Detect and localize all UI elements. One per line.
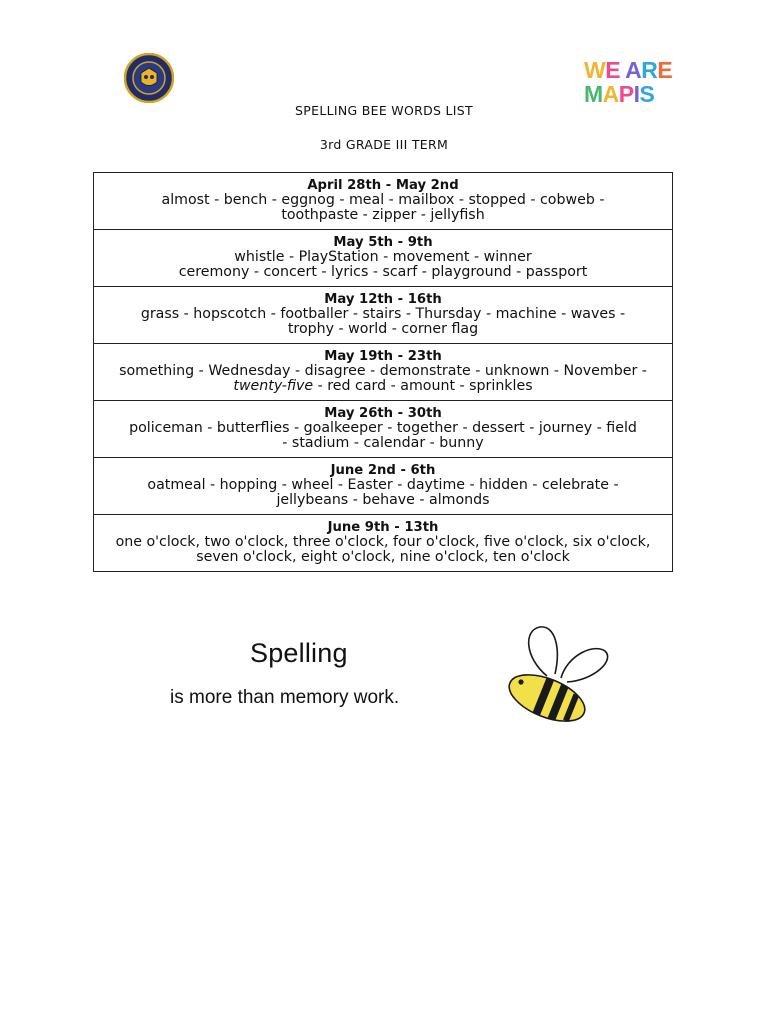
- table-row: [94, 287, 673, 344]
- week-cell: [94, 344, 673, 401]
- week-date: May 26th - 30th: [324, 406, 442, 421]
- brand-logo-letter: P: [618, 81, 634, 107]
- brand-logo-letter: R: [641, 57, 658, 83]
- week-cell: [94, 230, 673, 287]
- school-crest-icon: [124, 53, 174, 103]
- word-list-line: toothpaste - zipper - jellyfish: [281, 207, 485, 223]
- word-list-line: seven o'clock, eight o'clock, nine o'clock, ten o'clock: [196, 549, 570, 565]
- slogan-heading: Spelling: [250, 638, 348, 668]
- word-list-line: almost - bench - eggnog - meal - mailbox - stopped - cobweb -: [161, 192, 605, 208]
- word-list-line: jellybeans - behave - almonds: [276, 492, 490, 508]
- word-list-line: trophy - world - corner flag: [287, 321, 479, 337]
- word-list-line: ceremony - concert - lyrics - scarf - playground - passport: [178, 264, 588, 280]
- week-date: May 12th - 16th: [324, 292, 442, 307]
- brand-logo-letter: A: [625, 57, 642, 83]
- table-row: [94, 515, 673, 572]
- brand-logo-letter: S: [639, 81, 655, 107]
- brand-logo-letter: E: [605, 57, 621, 83]
- word-list-line: policeman - butterflies - goalkeeper - together - dessert - journey - field: [129, 420, 637, 436]
- word-list-line: something - Wednesday - disagree - demonstrate - unknown - November -: [119, 363, 647, 379]
- word-list-line: - stadium - calendar - bunny: [282, 435, 484, 451]
- week-cell: [94, 173, 673, 230]
- week-date: June 2nd - 6th: [330, 463, 436, 478]
- word-list-line: whistle - PlayStation - movement - winner: [234, 249, 532, 265]
- week-date: May 19th - 23th: [324, 349, 442, 364]
- words-table: [93, 172, 673, 572]
- brand-logo-letter: A: [602, 81, 619, 107]
- slogan-text: is more than memory work.: [170, 687, 400, 708]
- word-list-line: grass - hopscotch - footballer - stairs - Thursday - machine - waves -: [140, 306, 626, 322]
- table-row: [94, 173, 673, 230]
- table-row: [94, 401, 673, 458]
- table-row: [94, 344, 673, 401]
- word-list-line: [102, 379, 664, 394]
- word-list-line: one o'clock, two o'clock, three o'clock, four o'clock, five o'clock, six o'clock,: [115, 534, 651, 550]
- page-subtitle: 3rd GRADE III TERM: [319, 137, 449, 152]
- bee-icon: [495, 618, 625, 733]
- week-cell: [94, 287, 673, 344]
- word-list-rest: - red card - amount - sprinkles: [313, 378, 533, 394]
- italic-word: twenty-five: [233, 378, 314, 394]
- brand-logo-line1: [584, 58, 678, 82]
- week-date: April 28th - May 2nd: [307, 178, 459, 193]
- page-title: SPELLING BEE WORDS LIST: [295, 103, 473, 118]
- brand-logo-letter: E: [657, 57, 673, 83]
- brand-logo-letter: I: [633, 81, 640, 107]
- table-row: [94, 230, 673, 287]
- brand-logo-letter: W: [584, 57, 606, 83]
- week-date: May 5th - 9th: [333, 235, 433, 250]
- week-date: June 9th - 13th: [327, 520, 439, 535]
- week-cell: [94, 458, 673, 515]
- week-cell: [94, 515, 673, 572]
- week-cell: [94, 401, 673, 458]
- brand-logo-letter: M: [584, 81, 603, 107]
- word-list-line: oatmeal - hopping - wheel - Easter - daytime - hidden - celebrate -: [147, 477, 619, 493]
- table-row: [94, 458, 673, 515]
